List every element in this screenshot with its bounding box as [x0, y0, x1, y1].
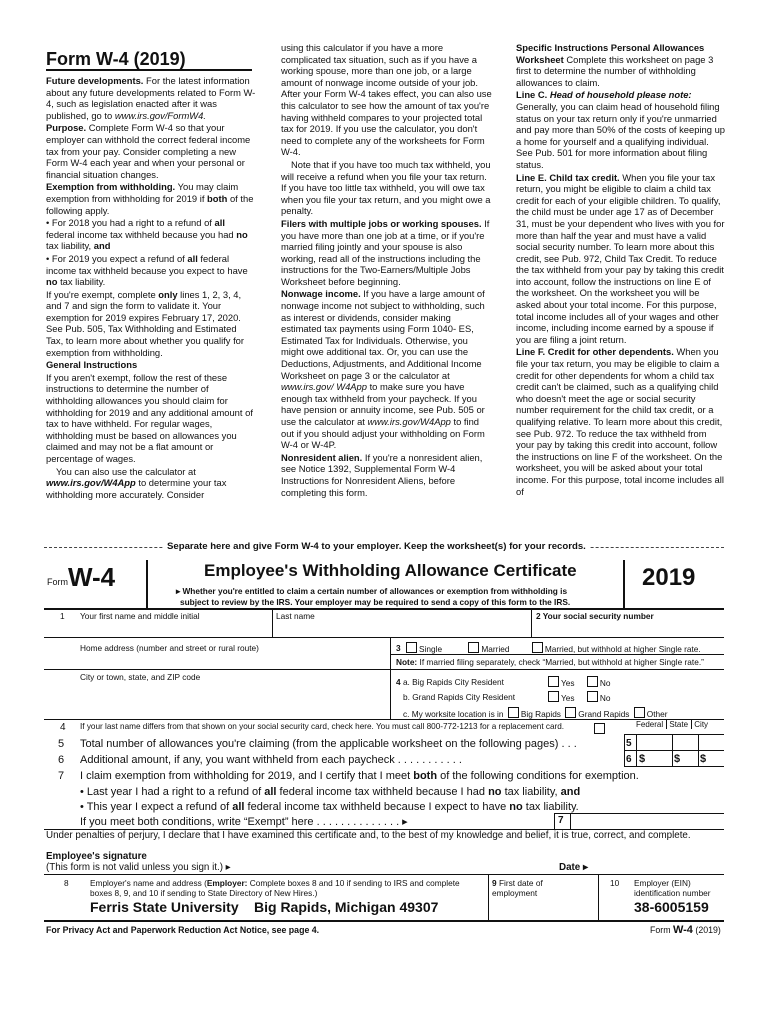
line-5-box-label: 5: [626, 738, 632, 749]
last-name-label: Last name: [276, 611, 315, 621]
married-checkbox[interactable]: [468, 642, 479, 653]
home-address-field[interactable]: [80, 654, 386, 668]
line-3-number: 3: [396, 643, 401, 653]
rule-status: [390, 654, 724, 655]
line-4b-options: Yes No: [546, 691, 610, 703]
employer-city: Big Rapids, Michigan 49307: [254, 899, 439, 915]
rule-9: [44, 920, 724, 922]
line-6-text: Additional amount, if any, you want withheld from each paycheck . . . . . . . . . . .: [80, 754, 462, 766]
married-higher-label: Married, but withhold at higher Single rate.: [544, 644, 701, 654]
ssn-field[interactable]: [536, 622, 721, 636]
line-9-label: 9 First date of employment: [492, 878, 543, 898]
ssn-divider: [531, 609, 532, 637]
signature-label: Employee's signature: [46, 851, 147, 862]
line-4b: b. Grand Rapids City Resident: [403, 692, 516, 702]
line-10-number: 10: [610, 878, 620, 888]
line-4-number: 4: [60, 722, 66, 733]
general-instructions-heading: General Instructions: [46, 359, 138, 371]
line-7-number: 7: [58, 770, 65, 782]
city-allowances-field[interactable]: [700, 737, 722, 750]
city-dollar-sign: $: [700, 753, 707, 765]
rule-6: [624, 766, 724, 767]
married-higher-checkbox[interactable]: [532, 642, 543, 653]
filing-status-options: [404, 642, 701, 654]
single-checkbox[interactable]: [406, 642, 417, 653]
tax-year: 2019: [642, 564, 696, 591]
address-divider: [390, 637, 391, 719]
exempt-box-inner: [570, 813, 571, 829]
line-7-exempt-instruction: If you meet both conditions, write “Exempt” here . . . . . . . . . . . . . . ▸: [80, 816, 408, 828]
header-divider-right: [623, 560, 625, 608]
employment-date-field[interactable]: [492, 900, 592, 916]
city-label: City or town, state, and ZIP code: [80, 672, 201, 682]
certificate-subtitle-1: ▸ Whether you're entitled to claim a certain number of allowances or exemption from withholding is: [176, 586, 568, 596]
first-name-field[interactable]: [80, 622, 268, 636]
line-7-text: I claim exemption from withholding for 2019, and I certify that I meet both of the following conditions for exemption.: [80, 770, 639, 782]
line-1-number: 1: [60, 611, 65, 621]
single-label: Single: [419, 644, 443, 654]
header-divider-left: [146, 560, 148, 608]
line-4a: 4 a. Big Rapids City Resident: [396, 677, 504, 687]
exempt-top: [554, 813, 724, 814]
line-8-number: 8: [64, 878, 69, 888]
line-4c: c. My worksite location is in Big Rapids Grand Rapids Other: [403, 709, 668, 719]
footer-notice: For Privacy Act and Paperwork Reduction Act Notice, see page 4.: [46, 925, 320, 935]
line-7-box-label: 7: [558, 815, 564, 826]
instructions-column-3: Specific Instructions Personal Allowances Worksheet Complete this worksheet on page 3 first to determine the number of withholding allowances to claim. Line C. Head of household please note: Generally, you can claim head of household filing status on your tax return only if you're unmarried and pay more than 50% of the costs of keeping up a home for yourself and a qualifying individual. See Pub. 501 for more information about filing status. Line E. Child tax credit. When you file your tax return, you might be eligible to claim a child tax credit for each of your eligible children. To qualify, the child must be under age 17 as of December 31, must be your dependent who lives with you for more than half the year and must have a valid social security number. To learn more about this credit, see Pub. 972, Child Tax Credit. To reduce the tax withheld from your pay by taking this credit into account, follow the instructions on line E of the worksheet. On the worksheet you will be asked about your total income. For this purpose, total income includes all of your wages and other income, including income earned by a spouse if you are filing a joint return. Line F. Credit for other dependents. When you file your tax return, you may be eligible to claim a credit for other dependents for whom a child tax credit can't be claimed, such as a qualifying child who doesn't meet the age or social security number requirement for the child tax credit, or a qualifying relative. To learn more about this credit, see Pub. 972. To reduce the tax withheld from your pay by taking this credit into account, follow the instructions on line F of the worksheet. On the worksheet, you will be asked about your total income. For this purpose, total income includes all of: [516, 42, 725, 497]
big-rapids-no-checkbox[interactable]: [587, 676, 598, 687]
exempt-box-left: [554, 813, 555, 829]
instructions-column-1: Future developments. For the latest information about any future developments related to Form W-4, such as legislation enacted after it was published, go to www.irs.gov/FormW4. Purpose. Complete Form W-4 so that your employer can withhold the correct federal income tax from your pay. Consider completing a new Form W-4 each year and when your personal or financial situation changes. Exemption from withholding. You may claim exemption from withholding for 2019 if both of the following apply. • For 2018 you had a right to a refund of all federal income tax withheld because you had no tax liability, and • For 2019 you expect a refund of all federal income tax withheld because you expect to have no tax liability. If you're exempt, complete only lines 1, 2, 3, 4, and 7 and sign the form to validate it. Your exemption for 2019 expires February 17, 2020. See Pub. 505, Tax Withholding and Estimated Tax, to learn more about whether you qualify for exemption from withholding. General Instructions If you aren't exempt, follow the rest of these instructions to determine the number of withholding allowances you should claim for withholding for 2019 and any additional amount of tax to have withheld. For regular wages, withholding must be based on allowances you claimed and may not be a flat amount or percentage of wages. You can also use the calculator at www.irs.gov/W4App to determine your tax withholding more accurately. Consider: [46, 75, 256, 500]
employer-name: Ferris State University: [90, 899, 239, 915]
certificate-subtitle-2: subject to review by the IRS. Your employer may be required to send a copy of this form to the IRS.: [180, 597, 571, 607]
exempt-field[interactable]: [572, 814, 722, 828]
signature-field[interactable]: [260, 858, 520, 872]
rule-2: [44, 669, 724, 670]
federal-allowances-field[interactable]: [638, 737, 670, 750]
home-address-label: Home address (number and street or rural route): [80, 643, 259, 653]
line-6-number: 6: [58, 754, 65, 766]
rule-cols: [624, 734, 724, 735]
line-5-number: 5: [58, 738, 65, 750]
line-5-text: Total number of allowances you're claiming (from the applicable worksheet on the following pages) . . .: [80, 738, 577, 750]
employer-divider-1: [488, 874, 489, 920]
line-7-bullet-1: • Last year I had a right to a refund of all federal income tax withheld because I had no tax liability, and: [80, 786, 581, 798]
line-7-bullet-2: • This year I expect a refund of all federal income tax withheld because I expect to have no tax liability.: [80, 801, 579, 813]
form-name: W-4: [68, 562, 116, 592]
instructions-column-2: using this calculator if you have a more complicated tax situation, such as if you have a working spouse, more than one job, or a large amount of nonwage income outside of your job. After your Form W-4 takes effect, you can also use this calculator to see how the amount of tax you're having withheld compares to your projected total tax for 2019. If you use the calculator, you don't need to complete any of the worksheets for Form W-4. Note that if you have too much tax withheld, you will receive a refund when you file your tax return. If you have too little tax withheld, you will owe tax when you file your tax return, and you might owe a penalty. Filers with multiple jobs or working spouses. If you have more than one job at a time, or if you're married filing jointly and your spouse is also working, read all of the instructions including the instructions for the Two-Earners/Multiple Jobs Worksheet before beginning. Nonwage income. If you have a large amount of nonwage income not subject to withholding, such as interest or dividends, consider making estimated tax payments using Form 1040- ES, Estimated Tax for Individuals. Otherwise, you might owe additional tax. Or, you can use the Deductions, Adjustments, and Additional Income Worksheet on page 3 or the calculator at www.irs.gov/ W4App to make sure you have enough tax withheld from your paycheck. If you have pension or annuity income, see Pub. 505 or use the calculator at www.irs.gov/W4App to find out if you should adjust your withholding on Form W-4 or W-4P. Nonresident alien. If you're a nonresident alien, see Notice 1392, Supplemental Form W-4 Instructions for Nonresident Aliens, before completing this form.: [281, 42, 492, 498]
line-4a-options: Yes No: [546, 676, 610, 688]
form-title: Form W-4 (2019): [46, 49, 186, 69]
grand-rapids-yes-checkbox[interactable]: [548, 691, 559, 702]
ssn-label: 2 Your social security number: [536, 611, 654, 621]
employer-divider-2: [598, 874, 599, 920]
city-field[interactable]: [80, 684, 386, 698]
married-label: Married: [481, 644, 510, 654]
grand-rapids-no-checkbox[interactable]: [587, 691, 598, 702]
perjury-statement: Under penalties of perjury, I declare that I have examined this certificate and, to the best of my knowledge and belief, it is true, correct, and complete.: [46, 830, 691, 841]
worksite-other-checkbox[interactable]: [634, 707, 645, 718]
last-name-field[interactable]: [276, 622, 526, 636]
line-4-text: If your last name differs from that shown on your social security card, check here. You must call 800-772-1213 for a replacement card.: [80, 722, 565, 731]
line-8-label: Employer's name and address (Employer: Complete boxes 8 and 10 if sending to IRS and complete boxes 8, 9, and 10 if sending to State Directory of New Hires.): [90, 878, 460, 898]
federal-dollar-sign: $: [639, 753, 646, 765]
name-divider: [272, 609, 273, 637]
header-bottom-rule: [44, 608, 724, 610]
separator-text: Separate here and give Form W-4 to your employer. Keep the worksheet(s) for your records.: [164, 541, 589, 552]
first-name-label: Your first name and middle initial: [80, 611, 200, 621]
state-allowances-field[interactable]: [674, 737, 696, 750]
rule-8: [44, 874, 724, 875]
rule-1: [44, 637, 724, 638]
rule-5: [624, 750, 724, 751]
filing-note: Note: If married filing separately, check “Married, but withhold at higher Single rate.”: [396, 657, 704, 667]
footer-form-id: Form W-4 (2019): [650, 924, 721, 936]
certificate-title: Employee's Withholding Allowance Certificate: [204, 561, 577, 580]
worksite-grand-rapids-checkbox[interactable]: [565, 707, 576, 718]
name-differs-checkbox[interactable]: [594, 723, 605, 734]
jurisdiction-columns: Federal State City: [636, 720, 709, 729]
line-10-label: Employer (EIN) identification number: [634, 878, 711, 898]
title-underline: [46, 69, 252, 71]
form-word: Form: [47, 577, 68, 587]
federal-additional-field[interactable]: [648, 753, 670, 766]
worksite-big-rapids-checkbox[interactable]: [508, 707, 519, 718]
big-rapids-yes-checkbox[interactable]: [548, 676, 559, 687]
date-label: Date ▸: [559, 862, 588, 873]
employer-ein: 38-6005159: [634, 899, 709, 915]
state-dollar-sign: $: [674, 753, 681, 765]
line-6-box-label: 6: [626, 754, 632, 765]
signature-note: (This form is not valid unless you sign it.) ▸: [46, 862, 231, 873]
rule-3: [44, 719, 724, 720]
date-field[interactable]: [600, 860, 720, 873]
